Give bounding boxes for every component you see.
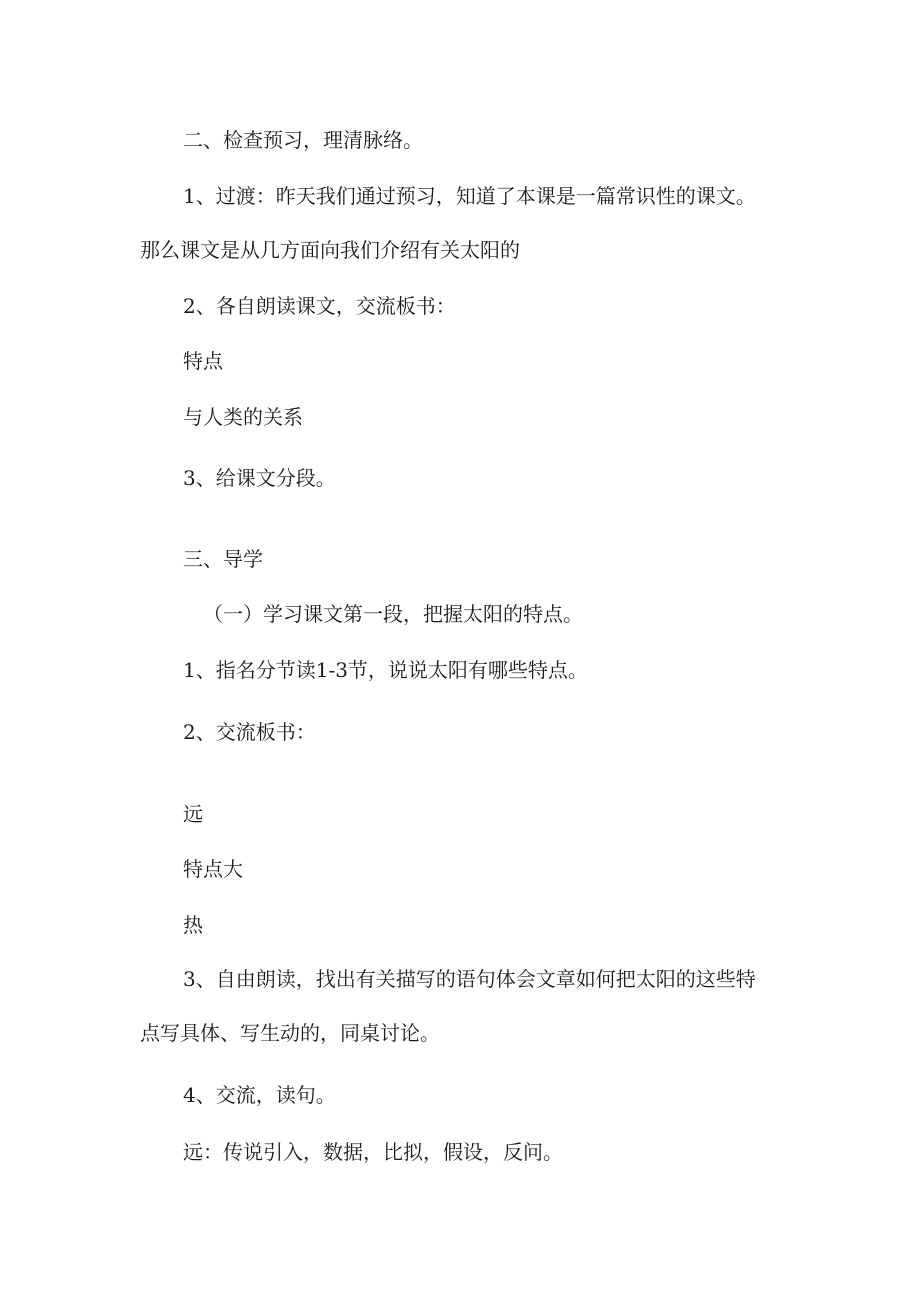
paragraph-free-reading-cont: 点写具体、写生动的，同桌讨论。 xyxy=(140,1021,440,1045)
board-item-features: 特点 xyxy=(183,349,223,373)
paragraph-assign-reading: 1、指名分节读1-3节，说说太阳有哪些特点。 xyxy=(183,658,588,682)
section-heading-review: 二、检查预习，理清脉络。 xyxy=(183,128,423,152)
board-item-hot: 热 xyxy=(183,913,203,937)
paragraph-segment: 3、给课文分段。 xyxy=(183,466,336,490)
paragraph-exchange-read: 4、交流，读句。 xyxy=(183,1083,336,1107)
subsection-heading-part-one: （一）学习课文第一段，把握太阳的特点。 xyxy=(203,602,583,626)
board-item-far: 远 xyxy=(183,802,203,826)
paragraph-transition-cont: 那么课文是从几方面向我们介绍有关太阳的 xyxy=(140,238,520,262)
board-item-relation: 与人类的关系 xyxy=(183,405,303,429)
board-item-features-big: 特点大 xyxy=(183,857,243,881)
paragraph-free-reading: 3、自由朗读，找出有关描写的语句体会文章如何把太阳的这些特 xyxy=(183,967,756,991)
paragraph-far-methods: 远：传说引入，数据，比拟，假设，反问。 xyxy=(183,1140,563,1164)
paragraph-read-aloud: 2、各自朗读课文，交流板书： xyxy=(183,294,456,318)
paragraph-board-exchange: 2、交流板书： xyxy=(183,720,316,744)
section-heading-guide: 三、导学 xyxy=(183,547,263,571)
paragraph-transition: 1、过渡：昨天我们通过预习，知道了本课是一篇常识性的课文。 xyxy=(183,184,756,208)
